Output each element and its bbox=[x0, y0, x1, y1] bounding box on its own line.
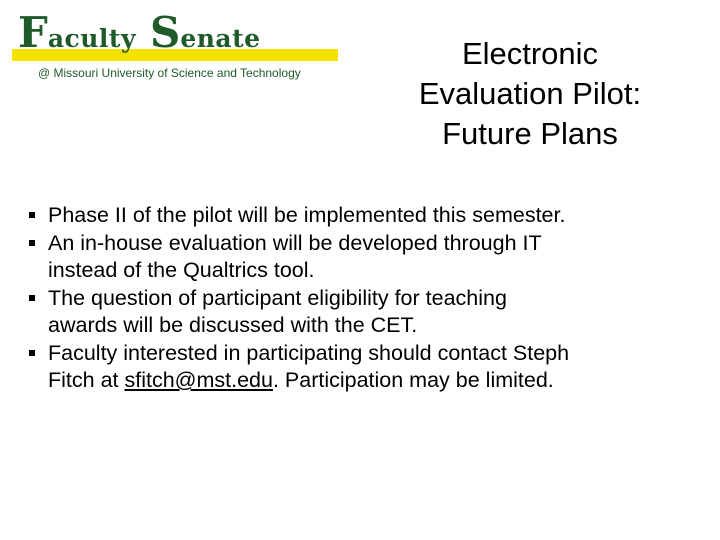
bullet-item bbox=[30, 340, 702, 395]
title-line: Evaluation Pilot: bbox=[418, 76, 642, 111]
logo-senate-text: enate bbox=[180, 24, 261, 53]
bullet-text: Fitch at bbox=[48, 368, 125, 392]
logo-senate-initial: S bbox=[150, 8, 181, 57]
bullet-square-icon bbox=[29, 212, 35, 218]
bullet-item bbox=[30, 230, 702, 285]
bullet-text: Phase II of the pilot will be implemented this semester. bbox=[48, 203, 566, 227]
bullet-item bbox=[30, 202, 702, 230]
bullet-square-icon bbox=[29, 350, 35, 356]
bullet-text: instead of the Qualtrics tool. bbox=[48, 258, 315, 282]
bullet-text: The question of participant eligibility for teaching bbox=[48, 285, 507, 310]
bullet-list bbox=[30, 202, 702, 395]
email-link[interactable]: sfitch@mst.edu bbox=[124, 368, 273, 392]
faculty-senate-logo bbox=[12, 8, 338, 80]
bullet-text: awards will be discussed with the CET. bbox=[48, 313, 418, 337]
bullet-item bbox=[30, 285, 702, 340]
logo-faculty-text: aculty bbox=[47, 24, 136, 53]
bullet-text: Faculty interested in participating should contact Steph bbox=[48, 340, 570, 365]
bullet-text: An in-house evaluation will be developed through IT bbox=[48, 230, 542, 255]
bullet-square-icon bbox=[29, 295, 35, 301]
title-line: Electronic bbox=[461, 36, 599, 71]
slide-title bbox=[370, 34, 690, 154]
logo-subtitle: @ Missouri University of Science and Technology bbox=[38, 66, 301, 80]
title-line: Future Plans bbox=[442, 116, 618, 151]
bullet-text: . Participation may be limited. bbox=[272, 368, 554, 392]
logo-title bbox=[18, 8, 261, 57]
bullet-square-icon bbox=[29, 240, 35, 246]
logo-faculty-initial: F bbox=[18, 8, 48, 57]
